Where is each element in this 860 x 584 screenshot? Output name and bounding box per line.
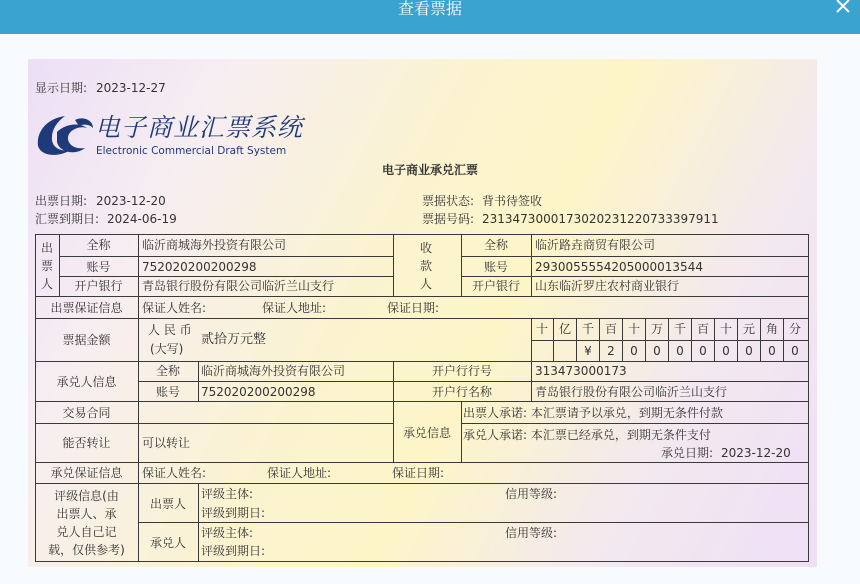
rating-label: 评级信息(由: [54, 489, 119, 503]
transfer-label: 能否转让: [62, 436, 111, 450]
logo-cn-text: 电子商业汇票系统: [95, 113, 304, 142]
amount-unit: 亿: [558, 322, 571, 336]
drawer-name: 临沂商城海外投资有限公司: [142, 238, 287, 252]
rating-subject-label: 评级主体:: [201, 487, 254, 501]
amount-rmb-label: (大写): [150, 342, 184, 356]
amount-unit: 元: [742, 322, 755, 336]
acceptor-account-label: 账号: [155, 385, 180, 399]
status-label: 票据状态:: [422, 194, 475, 208]
drawer-bank-label: 开户银行: [74, 279, 123, 293]
rating-expiry-label: 评级到期日:: [201, 544, 266, 558]
amount-unit: 角: [765, 322, 778, 336]
rating-label: 兑人自己记: [56, 525, 117, 539]
amount-unit: 百: [696, 322, 709, 336]
acceptance-info-label: 承兑信息: [402, 426, 451, 440]
amount-unit: 十: [627, 322, 640, 336]
amount-unit: 十: [535, 322, 548, 336]
acceptor-name: 临沂商城海外投资有限公司: [201, 364, 346, 378]
acceptor-bank-name: 青岛银行股份有限公司临沂兰山支行: [535, 385, 728, 399]
payee-side-label: 人: [420, 277, 433, 291]
drawer-name-label: 全称: [86, 238, 111, 252]
issue-date-label: 出票日期:: [35, 194, 88, 208]
acceptor-guarantee-label: 承兑保证信息: [50, 466, 123, 480]
payee-account: 29300555542050000135​44: [535, 260, 703, 274]
acceptor-bank-no-label: 开户行行号: [431, 364, 492, 378]
rating-label: 载，仅供参考): [48, 543, 125, 557]
acceptor-guarantor-addr-label: 保证人地址:: [267, 466, 332, 480]
rating-subject-label: 评级主体:: [201, 526, 254, 540]
amount-unit: 千: [581, 322, 594, 336]
amount-unit: 千: [673, 322, 686, 336]
amount-digit: 0: [791, 344, 799, 358]
amount-digit: 0: [699, 344, 707, 358]
payee-account-label: 账号: [483, 260, 508, 274]
accept-date-label: 承兑日期:: [661, 446, 714, 460]
payee-side-label: 款: [420, 259, 433, 273]
acceptor-guarantor-name-label: 保证人姓名:: [142, 466, 207, 480]
close-icon[interactable]: [834, 0, 852, 15]
amount-rmb-label: 人 民 币: [148, 323, 192, 337]
rating-expiry-label: 评级到期日:: [201, 506, 266, 520]
amount-digit: 0: [653, 344, 661, 358]
acceptor-guarantee-date-label: 保证日期:: [392, 466, 445, 480]
amount-digit: 0: [745, 344, 753, 358]
bill-no-label: 票据号码:: [422, 212, 475, 226]
rating-drawer-label: 出票人: [149, 497, 186, 511]
drawer-account: 752020200200298: [142, 260, 257, 274]
amount-digit: 0: [630, 344, 638, 358]
drawer-guarantee-label: 出票保证信息: [50, 301, 123, 315]
display-date: 2023-12-27: [96, 81, 166, 95]
logo-en-text: Electronic Commercial Draft System: [96, 145, 287, 157]
amount-unit: 万: [650, 322, 663, 336]
payee-name: 临沂路垚商贸有限公司: [535, 238, 656, 252]
acceptor-info-label: 承兑人信息: [56, 375, 117, 389]
bill-no: 231347300017302023122073339791​1: [482, 212, 719, 226]
drawer-side-label: 票: [41, 259, 54, 273]
acceptor-name-label: 全称: [155, 364, 180, 378]
amount-in-words: 贰拾万元整: [201, 332, 267, 347]
acceptor-account: 752020200200298: [201, 385, 316, 399]
acceptor-bank-no: 313473000173: [535, 364, 627, 378]
amount-unit: 十: [719, 322, 732, 336]
amount-digit: 2: [607, 344, 615, 358]
amount-unit: 百: [604, 322, 617, 336]
amount-digit: 0: [722, 344, 730, 358]
amount-unit: 分: [788, 322, 801, 336]
display-date-label: 显示日期:: [35, 81, 88, 95]
drawer-promise: 出票人承诺: 本汇票请予以承兑，到期无条件付款: [463, 406, 723, 420]
contract-label: 交易合同: [62, 406, 111, 420]
amount-digit: ¥: [584, 344, 592, 358]
rating-credit-label: 信用等级:: [505, 526, 558, 540]
payee-bank: 山东临沂罗庄农村商业银行: [535, 279, 680, 293]
drawer-account-label: 账号: [86, 260, 111, 274]
rating-acceptor-label: 承兑人: [149, 536, 186, 550]
amount-digit: 0: [768, 344, 776, 358]
bill-title: 电子商业承兑汇票: [381, 163, 478, 177]
payee-bank-label: 开户银行: [471, 279, 520, 293]
transfer-value: 可以转让: [142, 436, 191, 450]
rating-credit-label: 信用等级:: [505, 487, 558, 501]
rating-label: 出票人、承: [56, 507, 117, 521]
status-badge: 背书待签收: [482, 194, 543, 208]
payee-name-label: 全称: [483, 238, 508, 252]
accept-date: 2023-12-20: [721, 446, 791, 460]
due-date: 2024-06-19: [107, 212, 177, 226]
drawer-guarantor-addr-label: 保证人地址:: [262, 301, 327, 315]
acceptor-bank-name-label: 开户行名称: [431, 385, 492, 399]
acceptor-promise: 承兑人承诺: 本汇票已经承兑，到期无条件支付: [463, 428, 711, 442]
dialog-titlebar: [0, 0, 860, 34]
due-date-label: 汇票到期日:: [35, 212, 100, 226]
drawer-guarantee-date-label: 保证日期:: [387, 301, 440, 315]
dialog-title: 查看票据: [397, 0, 462, 18]
drawer-guarantor-name-label: 保证人姓名:: [142, 301, 207, 315]
amount-digit: 0: [676, 344, 684, 358]
drawer-side-label: 出: [41, 241, 54, 255]
issue-date: 2023-12-20: [96, 194, 166, 208]
amount-label: 票据金额: [62, 333, 111, 347]
drawer-side-label: 人: [41, 277, 54, 291]
drawer-bank: 青岛银行股份有限公司临沂兰山支行: [142, 279, 335, 293]
payee-side-label: 收: [420, 241, 433, 255]
